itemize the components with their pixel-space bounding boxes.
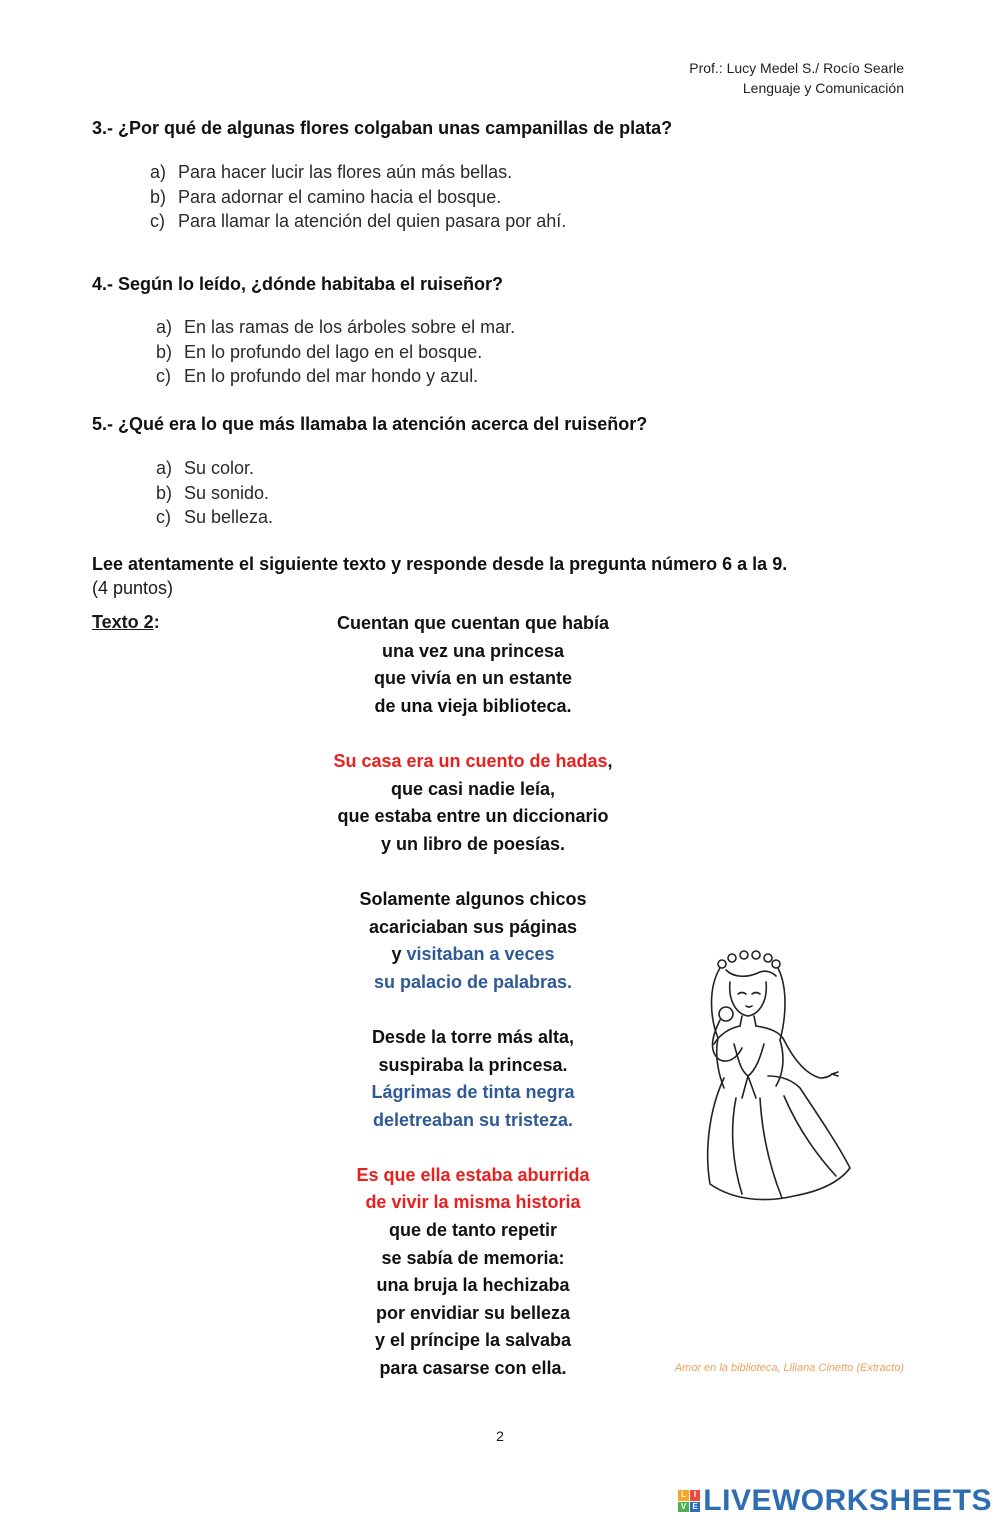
option-c[interactable]: c) Para llamar la atención del quien pasara por ahí. [150, 211, 567, 231]
logo-text: LIVEWORKSHEETS [703, 1484, 992, 1517]
page-header [689, 58, 904, 98]
stanza-5 [300, 1162, 646, 1383]
highlight-blue: visitaban a veces [406, 944, 555, 965]
poem-line-highlight-red: Es que ella estaba aburrida [356, 1164, 590, 1185]
poem-line: que de tanto repetir [388, 1220, 558, 1241]
option-a[interactable]: a) Su color. [156, 458, 255, 478]
instruction [92, 552, 787, 600]
question-3-options [150, 160, 566, 234]
flower-icon [719, 1007, 733, 1021]
poem-line: y el príncipe la salvaba [374, 1330, 572, 1351]
poem-line: por envidiar su belleza [375, 1302, 571, 1323]
stanza-3 [300, 886, 646, 996]
poem-line: se sabía de memoria: [381, 1247, 565, 1268]
option-b[interactable]: b) Su sonido. [156, 482, 270, 503]
poem-line: que casi nadie leía, [390, 778, 556, 799]
instruction-text: Lee atentamente el siguiente texto y responde desde la pregunta número 6 a la 9. [92, 554, 788, 574]
instruction-points: (4 puntos) [92, 578, 174, 598]
poem-line: suspiraba la princesa. [378, 1054, 568, 1075]
poem-line-highlight-blue: deletreaban su tristeza. [372, 1109, 574, 1130]
header-teachers: Prof.: Lucy Medel S./ Rocío Searle [689, 60, 904, 76]
question-4-options [156, 315, 515, 389]
option-b[interactable]: b) Para adornar el camino hacia el bosque. [150, 186, 502, 207]
poem-line: Cuentan que cuentan que había [336, 613, 610, 633]
question-5-title: 5.- ¿Qué era lo que más llamaba la atención acerca del ruiseñor? [92, 414, 648, 434]
question-4-title: 4.- Según lo leído, ¿dónde habitaba el ruiseñor? [92, 274, 504, 294]
stanza-1 [300, 610, 646, 720]
stanza-2 [300, 748, 646, 858]
poem-line-highlight-red: de vivir la misma historia [365, 1192, 581, 1213]
page-number: 2 [496, 1428, 504, 1444]
poem-line: Su casa era un cuento de hadas, [333, 750, 613, 771]
liveworksheets-logo[interactable] [678, 1484, 992, 1518]
option-a[interactable]: a) Para hacer lucir las flores aún más bellas. [150, 162, 513, 182]
poem-line-highlight-blue: su palacio de palabras. [373, 971, 573, 992]
poem-line: y visitaban a veces [391, 944, 555, 965]
princess-illustration [690, 948, 860, 1218]
poem [300, 610, 646, 1410]
header-subject: Lenguaje y Comunicación [742, 80, 904, 96]
question-5-options [156, 456, 273, 530]
option-b[interactable]: b) En lo profundo del lago en el bosque. [156, 341, 483, 362]
stanza-4 [300, 1024, 646, 1134]
poem-line: que vivía en un estante [373, 668, 573, 689]
poem-line: una bruja la hechizaba [376, 1275, 570, 1296]
poem-line: de una vieja biblioteca. [374, 695, 572, 716]
highlight-red: Su casa era un cuento de hadas [333, 750, 608, 771]
poem-line: para casarse con ella. [379, 1358, 567, 1379]
logo-mark-icon: L I V E [678, 1490, 700, 1512]
poem-line: una vez una princesa [381, 640, 565, 661]
poem-line: acariciaban sus páginas [368, 916, 578, 937]
option-a[interactable]: a) En las ramas de los árboles sobre el mar. [156, 317, 516, 337]
option-c[interactable]: c) En lo profundo del mar hondo y azul. [156, 366, 479, 386]
texto-label: Texto 2: [92, 612, 160, 632]
poem-line: Desde la torre más alta, [371, 1026, 575, 1047]
question-3-title: 3.- ¿Por qué de algunas flores colgaban unas campanillas de plata? [92, 118, 673, 138]
source-caption: Amor en la biblioteca, Liliana Cinetto (Extracto) [674, 1362, 904, 1374]
poem-line-highlight-blue: Lágrimas de tinta negra [371, 1082, 575, 1103]
flower-crown [718, 951, 780, 968]
option-c[interactable]: c) Su belleza. [156, 507, 274, 527]
poem-line: Solamente algunos chicos [359, 888, 587, 909]
poem-line: y un libro de poesías. [380, 833, 566, 854]
poem-line: que estaba entre un diccionario [337, 806, 609, 827]
